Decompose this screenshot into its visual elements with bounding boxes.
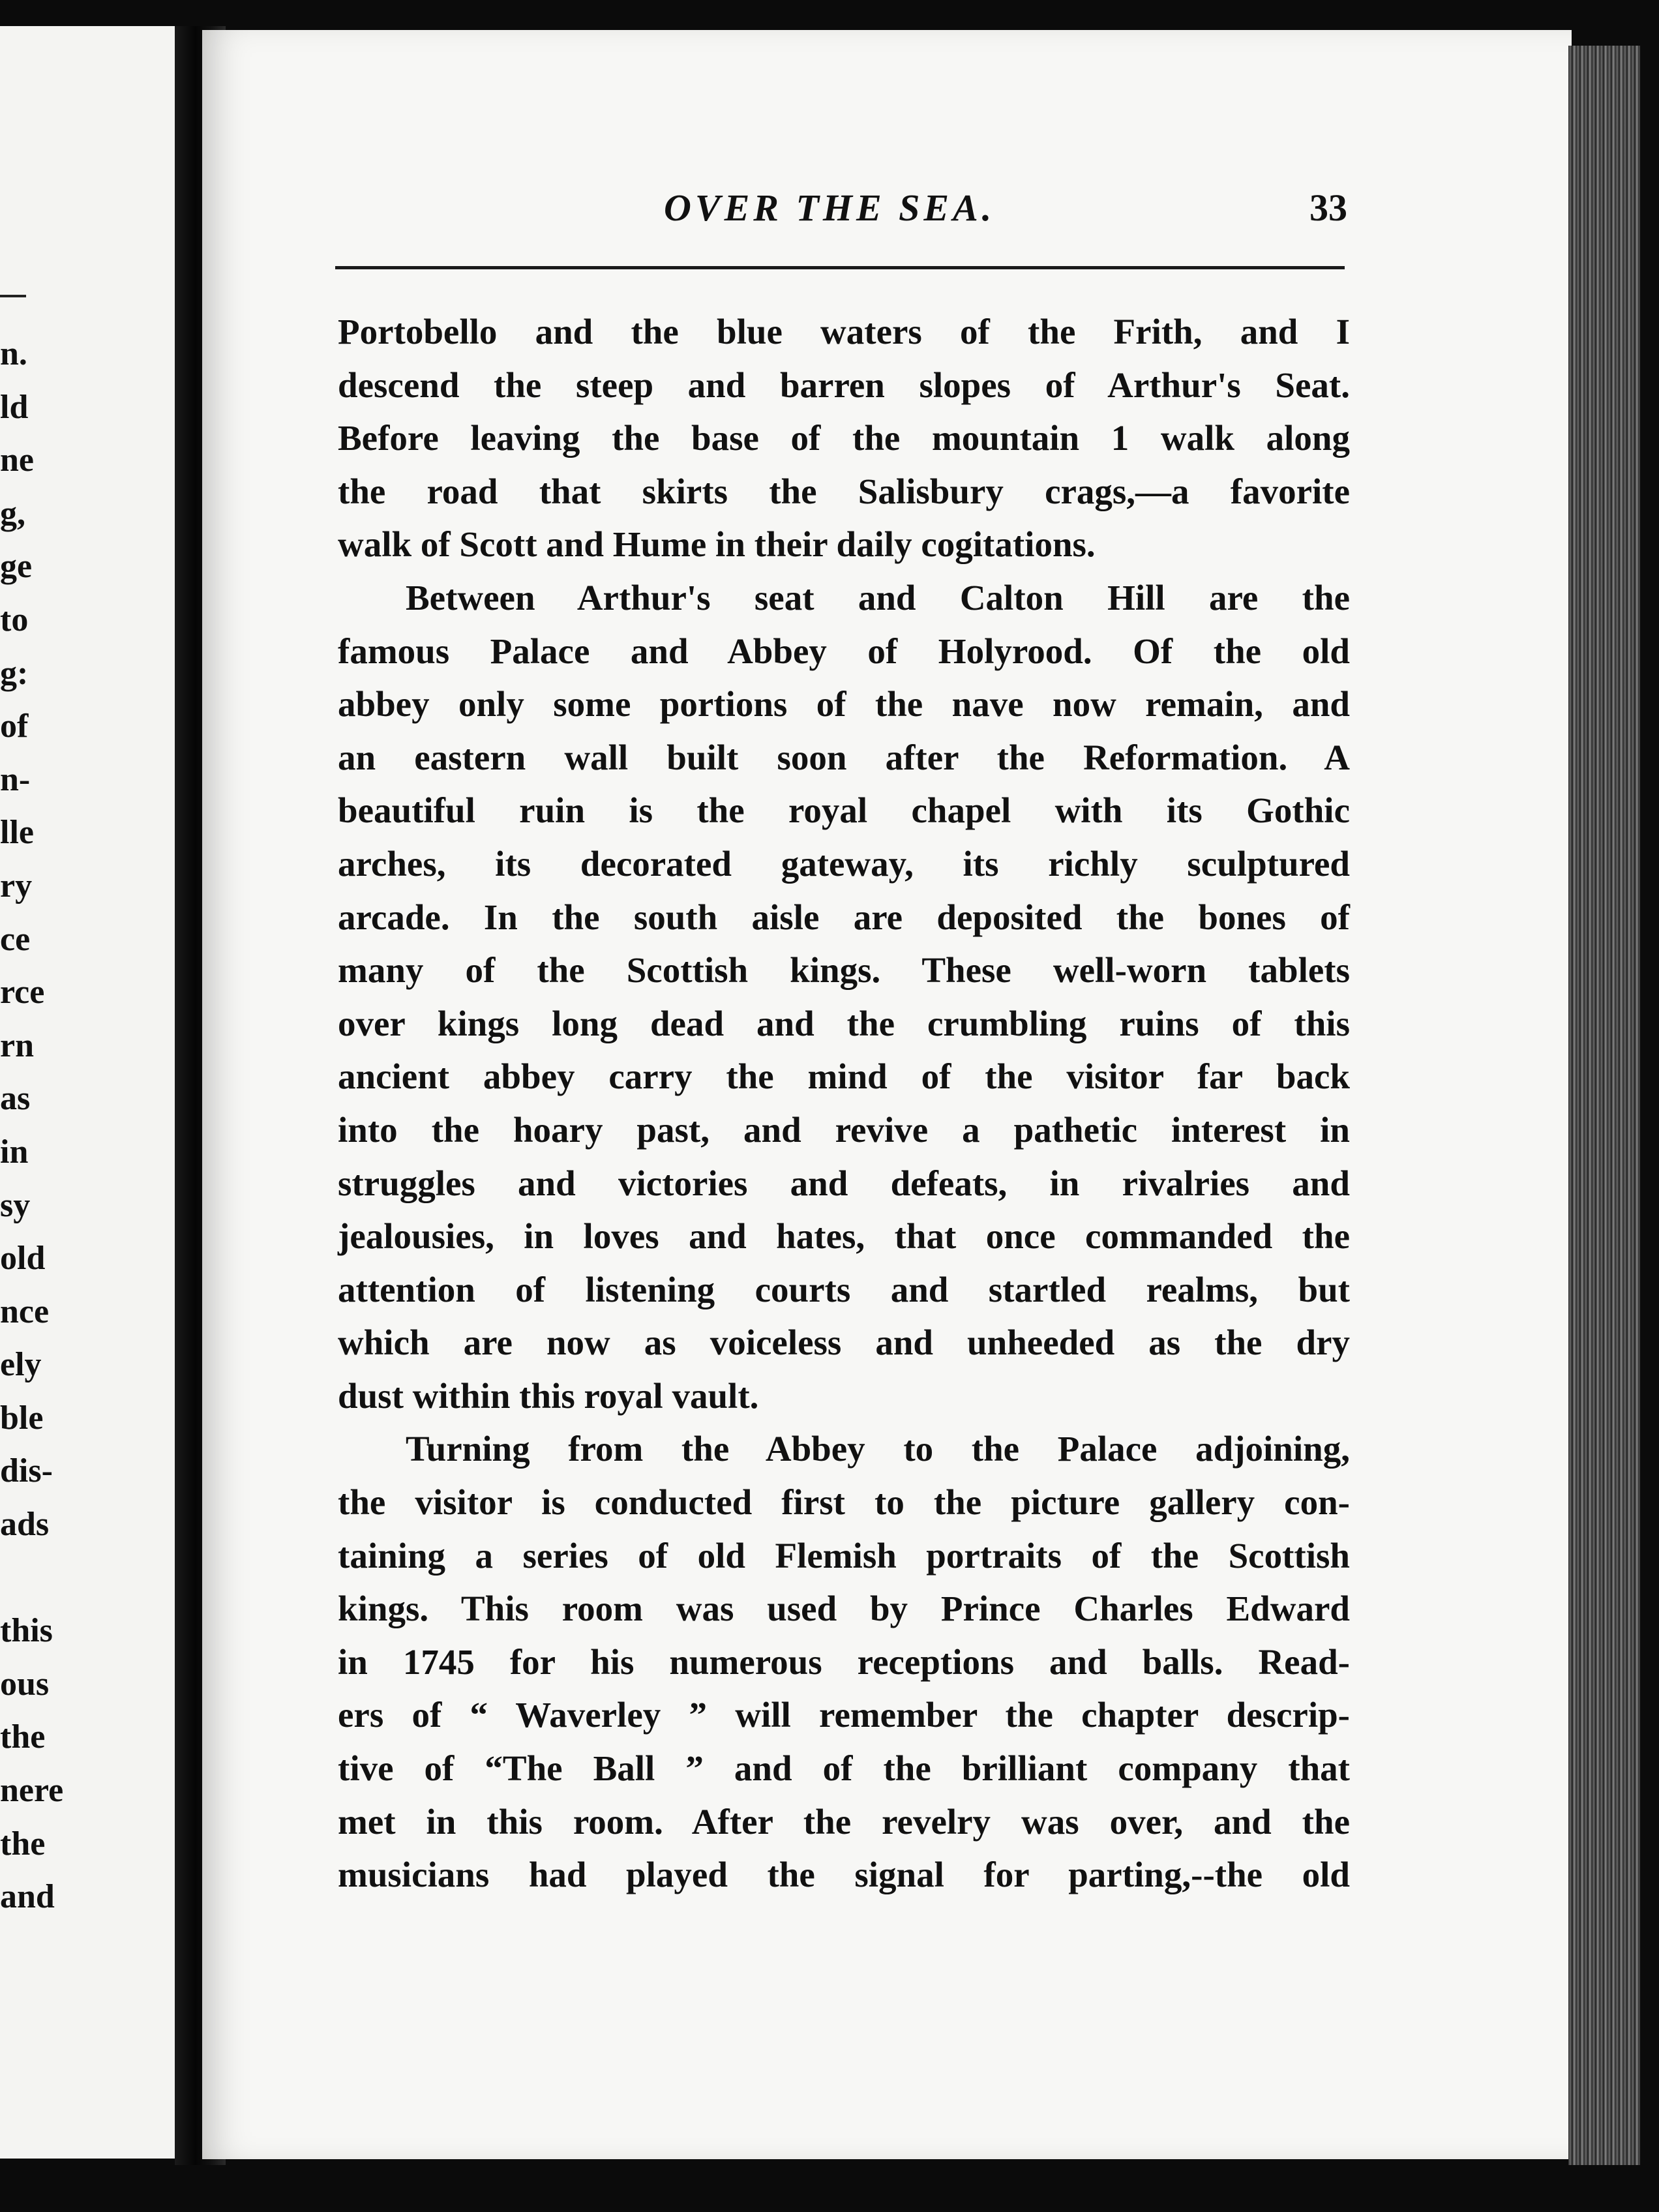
facing-line: lle: [0, 814, 34, 852]
facing-line: to: [0, 601, 29, 638]
facing-page: [0, 26, 175, 2159]
facing-line: nce: [0, 1293, 50, 1330]
body-line: walk of Scott and Hume in their daily cogitations.: [338, 524, 1096, 565]
body-line: jealousies, in loves and hates, that once commanded the: [338, 1216, 1350, 1257]
body-line: ers of “ Waverley ” will remember the chapter descrip-: [338, 1695, 1350, 1735]
body-line: into the hoary past, and revive a pathetic interest in: [338, 1109, 1350, 1150]
facing-line: of: [0, 708, 29, 745]
facing-line: [0, 1551, 104, 1605]
facing-line: the: [0, 1825, 46, 1862]
page-stack-edge: [1568, 46, 1640, 2165]
facing-line: ous: [0, 1665, 50, 1703]
facing-page-text: [0, 327, 104, 1924]
body-text: [338, 305, 1350, 1902]
paragraph-start: Turning from the Abbey to the Palace adjoining,: [406, 1429, 1350, 1469]
body-line: in 1745 for his numerous receptions and balls. Read-: [338, 1641, 1350, 1682]
body-line: beautiful ruin is the royal chapel with its Gothic: [338, 790, 1350, 831]
facing-line: and: [0, 1878, 55, 1916]
body-line: taining a series of old Flemish portraits of the Scottish: [338, 1535, 1350, 1576]
body-line: which are now as voiceless and unheeded as the dry: [338, 1323, 1350, 1363]
body-line: struggles and victories and defeats, in rivalries and: [338, 1163, 1350, 1203]
body-line: kings. This room was used by Prince Charles Edward: [338, 1589, 1350, 1629]
paragraph-start: Between Arthur's seat and Calton Hill are the: [406, 577, 1350, 618]
facing-line: g,: [0, 494, 25, 532]
body-line: dust within this royal vault.: [338, 1375, 759, 1416]
facing-line: ge: [0, 548, 33, 586]
facing-line: n-: [0, 760, 31, 798]
facing-line: as: [0, 1080, 31, 1118]
body-line: descend the steep and barren slopes of Arthur's Seat.: [338, 365, 1350, 405]
facing-line: n.: [0, 335, 27, 372]
body-line: met in this room. After the revelry was over, and the: [338, 1801, 1350, 1842]
facing-line: nere: [0, 1772, 64, 1810]
body-line: arcade. In the south aisle are deposited the bones of: [338, 897, 1350, 937]
body-line: Before leaving the base of the mountain 1 walk along: [338, 418, 1350, 458]
body-line: tive of “The Ball ” and of the brilliant company that: [338, 1748, 1350, 1789]
facing-line: ble: [0, 1399, 44, 1437]
body-line: an eastern wall built soon after the Reformation. A: [338, 737, 1350, 777]
facing-line: ld: [0, 388, 29, 426]
facing-line: ads: [0, 1506, 50, 1544]
body-line: arches, its decorated gateway, its richly sculptured: [338, 843, 1350, 884]
body-line: ancient abbey carry the mind of the visitor far back: [338, 1056, 1350, 1097]
body-line: the visitor is conducted first to the picture gallery con-: [338, 1482, 1350, 1523]
page-number: 33: [1309, 187, 1347, 229]
body-line: over kings long dead and the crumbling ruins of this: [338, 1003, 1350, 1043]
facing-line: dis-: [0, 1452, 53, 1490]
facing-line: ely: [0, 1346, 42, 1384]
body-line: musicians had played the signal for parting,--the old: [338, 1855, 1350, 1895]
facing-line: ry: [0, 867, 33, 904]
body-line: attention of listening courts and startled realms, but: [338, 1269, 1350, 1309]
facing-page-rule: [0, 295, 26, 297]
facing-line: this: [0, 1612, 53, 1650]
header-rule: [335, 266, 1345, 269]
facing-line: in: [0, 1133, 29, 1171]
facing-line: the: [0, 1718, 46, 1756]
facing-line: g:: [0, 654, 29, 692]
facing-line: rce: [0, 974, 45, 1011]
facing-line: rn: [0, 1026, 34, 1064]
body-line: famous Palace and Abbey of Holyrood. Of the old: [338, 631, 1350, 671]
facing-line: old: [0, 1240, 46, 1278]
facing-line: ce: [0, 920, 31, 958]
facing-line: sy: [0, 1186, 31, 1224]
body-line: Portobello and the blue waters of the Frith, and I: [338, 312, 1350, 351]
running-title: OVER THE SEA.: [664, 187, 996, 229]
body-line: abbey only some portions of the nave now remain, and: [338, 684, 1350, 725]
facing-line: ne: [0, 441, 34, 479]
body-line: the road that skirts the Salisbury crags,—a favorite: [338, 471, 1350, 511]
body-line: many of the Scottish kings. These well-worn tablets: [338, 950, 1350, 991]
